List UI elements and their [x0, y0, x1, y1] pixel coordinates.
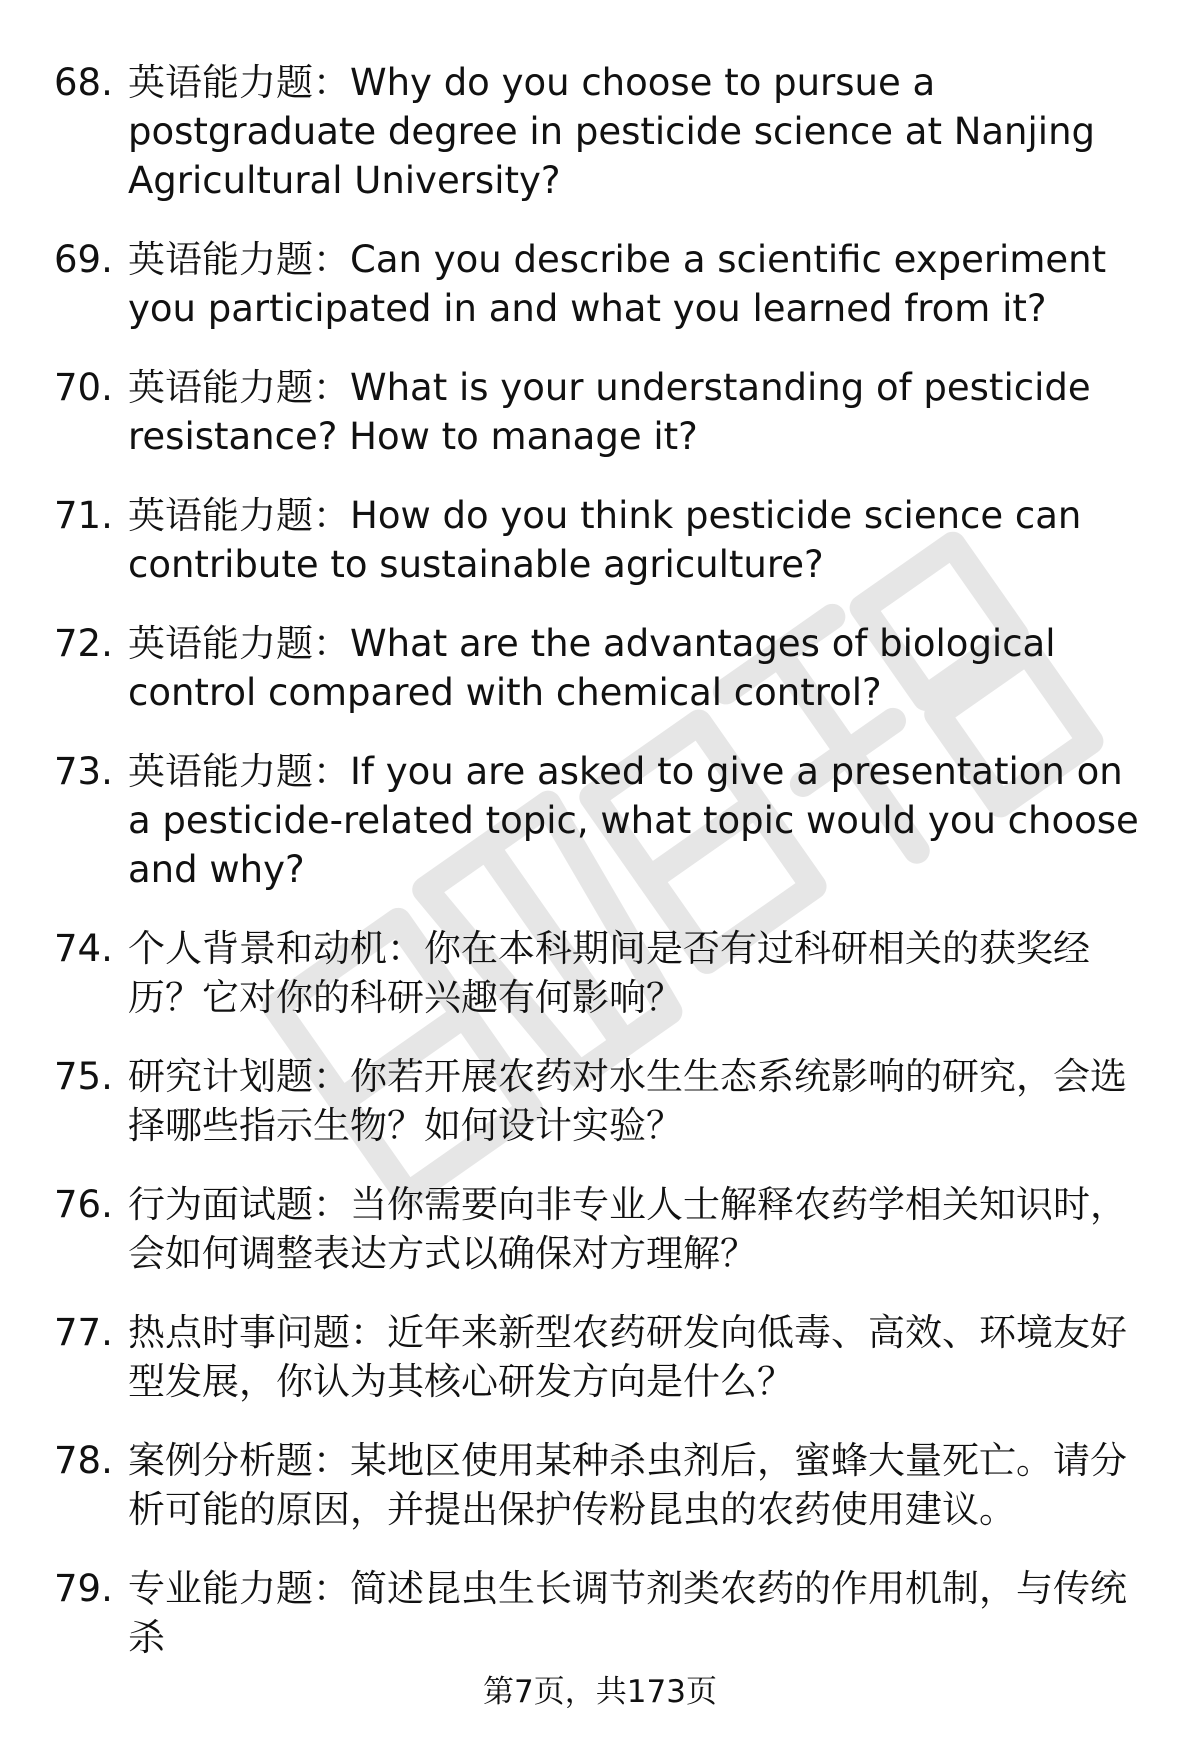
question-number: 73.	[54, 750, 113, 793]
question-item	[0, 1564, 1200, 1662]
question-text: 英语能力题：Can you describe a scientific experiment you participated in and what you learned from it?	[128, 238, 1107, 330]
question-text: 英语能力题：If you are asked to give a presentation on a pesticide-related topic, what topic would you choose and why?	[128, 750, 1139, 891]
question-number: 71.	[54, 494, 113, 537]
question-item	[0, 924, 1200, 1022]
question-item	[0, 1180, 1200, 1278]
question-number: 70.	[54, 366, 113, 409]
question-number: 75.	[54, 1055, 113, 1098]
question-text: 个人背景和动机：你在本科期间是否有过科研相关的获奖经历？它对你的科研兴趣有何影响？	[128, 927, 1090, 1019]
question-number: 77.	[54, 1311, 113, 1354]
question-item	[0, 747, 1200, 894]
question-text: 英语能力题：What are the advantages of biological control compared with chemical control?	[128, 622, 1056, 714]
question-text: 英语能力题：How do you think pesticide science can contribute to sustainable agriculture?	[128, 494, 1082, 586]
page-footer: 第7页，共173页	[483, 1674, 717, 1710]
question-number: 76.	[54, 1183, 113, 1226]
question-item	[0, 235, 1200, 333]
question-number: 74.	[54, 927, 113, 970]
question-number: 78.	[54, 1439, 113, 1482]
question-text: 专业能力题：简述昆虫生长调节剂类农药的作用机制，与传统杀	[128, 1567, 1127, 1659]
question-number: 79.	[54, 1567, 113, 1610]
question-number: 69.	[54, 238, 113, 281]
question-item	[0, 363, 1200, 461]
question-text: 英语能力题：What is your understanding of pesticide resistance? How to manage it?	[128, 366, 1091, 458]
question-item	[0, 491, 1200, 589]
question-text: 英语能力题：Why do you choose to pursue a postgraduate degree in pesticide science at Nanjing Agricultural University?	[128, 61, 1096, 202]
question-text: 研究计划题：你若开展农药对水生生态系统影响的研究，会选择哪些指示生物？如何设计实验？	[128, 1055, 1127, 1147]
question-item	[0, 1052, 1200, 1150]
question-text: 热点时事问题：近年来新型农药研发向低毒、高效、环境友好型发展，你认为其核心研发方向是什么？	[128, 1311, 1127, 1403]
question-item	[0, 1436, 1200, 1534]
question-item	[0, 58, 1200, 205]
question-number: 68.	[54, 61, 113, 104]
question-number: 72.	[54, 622, 113, 665]
question-text: 行为面试题：当你需要向非专业人士解释农药学相关知识时，会如何调整表达方式以确保对方理解？	[128, 1183, 1127, 1275]
question-text: 案例分析题：某地区使用某种杀虫剂后，蜜蜂大量死亡。请分析可能的原因，并提出保护传粉昆虫的农药使用建议。	[128, 1439, 1127, 1531]
question-list	[0, 58, 1200, 1692]
question-item	[0, 619, 1200, 717]
question-item	[0, 1308, 1200, 1406]
